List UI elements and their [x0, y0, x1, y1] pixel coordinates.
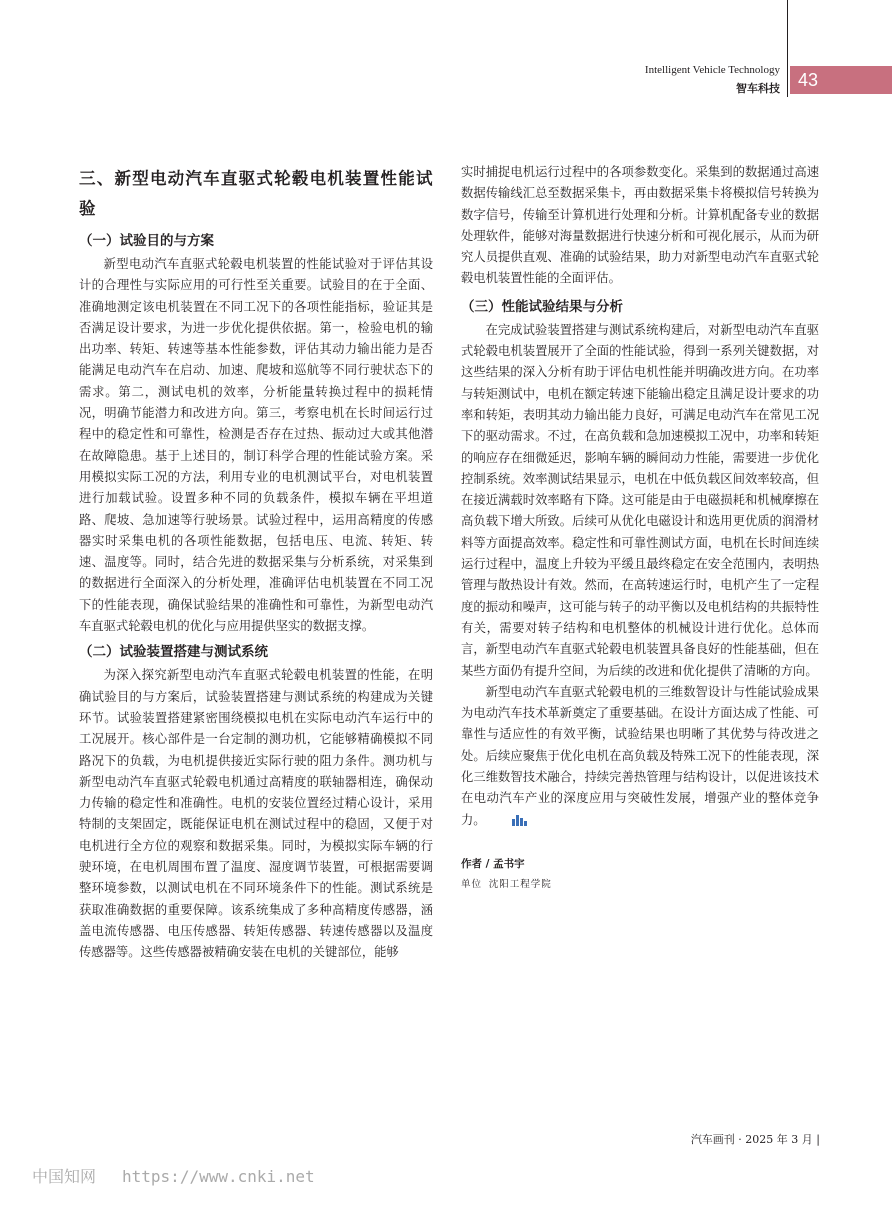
- subsection-title-2: （二）试验装置搭建与测试系统: [79, 644, 268, 661]
- footer-issue: 汽车画刊 · 2025 年 3 月 |: [690, 1133, 820, 1146]
- subsection-2-body-right: 实时捕捉电机运行过程中的各项参数变化。采集到的数据通过高速数据传输线汇总至数据采集卡，再由数据采集卡将模拟信号转换为数字信号，传输至计算机进行处理和分析。计算机配备专业的数据处理软件，能够对海量数据进行快速分析和可视化展示，从而为研究人员提供直观、准确的试验结果，助力对新型电动汽车直驱式轮毂电机装置性能的全面评估。: [461, 165, 819, 286]
- journal-name-cn: 智车科技: [736, 82, 780, 95]
- subsection-title-3: （三）性能试验结果与分析: [461, 298, 623, 315]
- left-column: [79, 164, 433, 964]
- journal-name-en: Intelligent Vehicle Technology: [644, 64, 780, 76]
- author-line: 作者 / 孟书宇: [461, 857, 525, 870]
- subsection-1-body: 新型电动汽车直驱式轮毂电机装置的性能试验对于评估其设计的合理性与实际应用的可行性至关重要。试验目的在于全面、准确地测定该电机装置在不同工况下的各项性能指标，验证其是否满足设计要求，为进一步优化提供依据。第一，检验电机的输出功率、转矩、转速等基本性能参数，评估其动力输出能力是否能满足电动汽车在启动、加速、爬坡和巡航等不同行驶状态下的需求。第二，测试电机的效率，分析能量转换过程中的损耗情况，明确节能潜力和改进方向。第三，考察电机在长时间运行过程中的稳定性和可靠性，检测是否存在过热、振动过大或其他潜在故障隐患。基于上述目的，制订科学合理的性能试验方案。采用模拟实际工况的方法，利用专业的电机测试平台，对电机装置进行加载试验。设置多种不同的负载条件，模拟车辆在平坦道路、爬坡、急加速等行驶场景。试验过程中，运用高精度的传感器实时采集电机的各项性能数据，包括电压、电流、转矩、转速、温度等。同时，结合先进的数据采集与分析系统，对采集到的数据进行全面深入的分析处理，准确评估电机装置在不同工况下的性能表现，确保试验结果的准确性和可靠性，为新型电动汽车直驱式轮毂电机的优化与应用提供坚实的数据支撑。: [79, 257, 433, 634]
- conclusion-body: [461, 682, 819, 833]
- author-affiliation: 单位 沈阳工程学院: [461, 878, 552, 890]
- watermark-url: https://www.cnki.net: [122, 1167, 315, 1186]
- section-title: 三、新型电动汽车直驱式轮毂电机装置性能试验: [79, 169, 433, 218]
- right-column: [461, 162, 819, 892]
- subsection-title-1: （一）试验目的与方案: [79, 233, 214, 249]
- subsection-3-body: 在完成试验装置搭建与测试系统构建后，对新型电动汽车直驱式轮毂电机装置展开了全面的性能试验，得到一系列关键数据，对这些结果的深入分析有助于评估电机性能并明确改进方向。在功率与转矩测试中，电机在额定转速下能输出稳定且满足设计要求的功率和转矩，表明其动力输出能力良好，可满足电动汽车在常见工况下的驱动需求。不过，在高负载和急加速模拟工况中，功率和转矩的响应存在细微延迟，影响车辆的瞬间动力性能，需要进一步优化控制系统。效率测试结果显示，电机在中低负载区间效率较高，但在接近满载时效率略有下降。这可能是由于电磁损耗和机械摩擦在高负载下增大所致。后续可从优化电磁设计和选用更优质的润滑材料等方面提高效率。稳定性和可靠性测试方面，电机在长时间连续运行过程中，温度上升较为平缓且最终稳定在安全范围内，表明热管理与散热设计有效。然而，在高转速运行时，电机产生了一定程度的振动和噪声，这可能与转子的动平衡以及电机结构的共振特性有关，需要对转子结构和电机整体的机械设计进行优化。总体而言，新型电动汽车直驱式轮毂电机装置具备良好的性能基础，但在某些方面仍有提升空间，为后续的改进和优化提供了清晰的方向。: [461, 322, 819, 678]
- watermark-cn: 中国知网: [32, 1167, 97, 1186]
- watermark: [32, 1164, 315, 1187]
- conclusion-text: 新型电动汽车直驱式轮毂电机的三维数智设计与性能试验成果为电动汽车技术革新奠定了重要基础。在设计方面达成了性能、可靠性与适应性的有效平衡，试验结果也明晰了其优势与待改进之处。后续应聚焦于优化电机在高负载及特殊工况下的性能表现，深化三维数智技术融合，持续完善热管理与结构设计，以促进该技术在电动汽车产业的深度应用与突破性发展，增强产业的整体竞争力。: [461, 684, 819, 827]
- page-number: 43: [790, 66, 892, 94]
- bar-chart-icon: [488, 812, 529, 833]
- subsection-2-body-left: 为深入探究新型电动汽车直驱式轮毂电机装置的性能，在明确试验目的与方案后，试验装置搭建与测试系统的构建成为关键环节。试验装置搭建紧密围绕模拟电机在实际电动汽车运行中的工况展开。核心部件是一台定制的测功机，它能够精确模拟不同路况下的负载，为电机提供接近实际行驶的阻力条件。测功机与新型电动汽车直驱式轮毂电机通过高精度的联轴器相连，确保动力传输的稳定性和准确性。电机的安装位置经过精心设计，采用特制的支架固定，既能保证电机在测试过程中的稳固，又便于对电机进行全方位的观察和数据采集。同时，为模拟实际车辆的行驶环境，在电机周围布置了温度、湿度调节装置，可根据需要调整环境参数，以测试电机在不同环境条件下的性能。测试系统是获取准确数据的重要保障。该系统集成了多种高精度传感器，涵盖电流传感器、电压传感器、转矩传感器、转速传感器以及温度传感器等。这些传感器被精确安装在电机的关键部位，能够: [79, 668, 433, 960]
- header-divider: [787, 0, 788, 97]
